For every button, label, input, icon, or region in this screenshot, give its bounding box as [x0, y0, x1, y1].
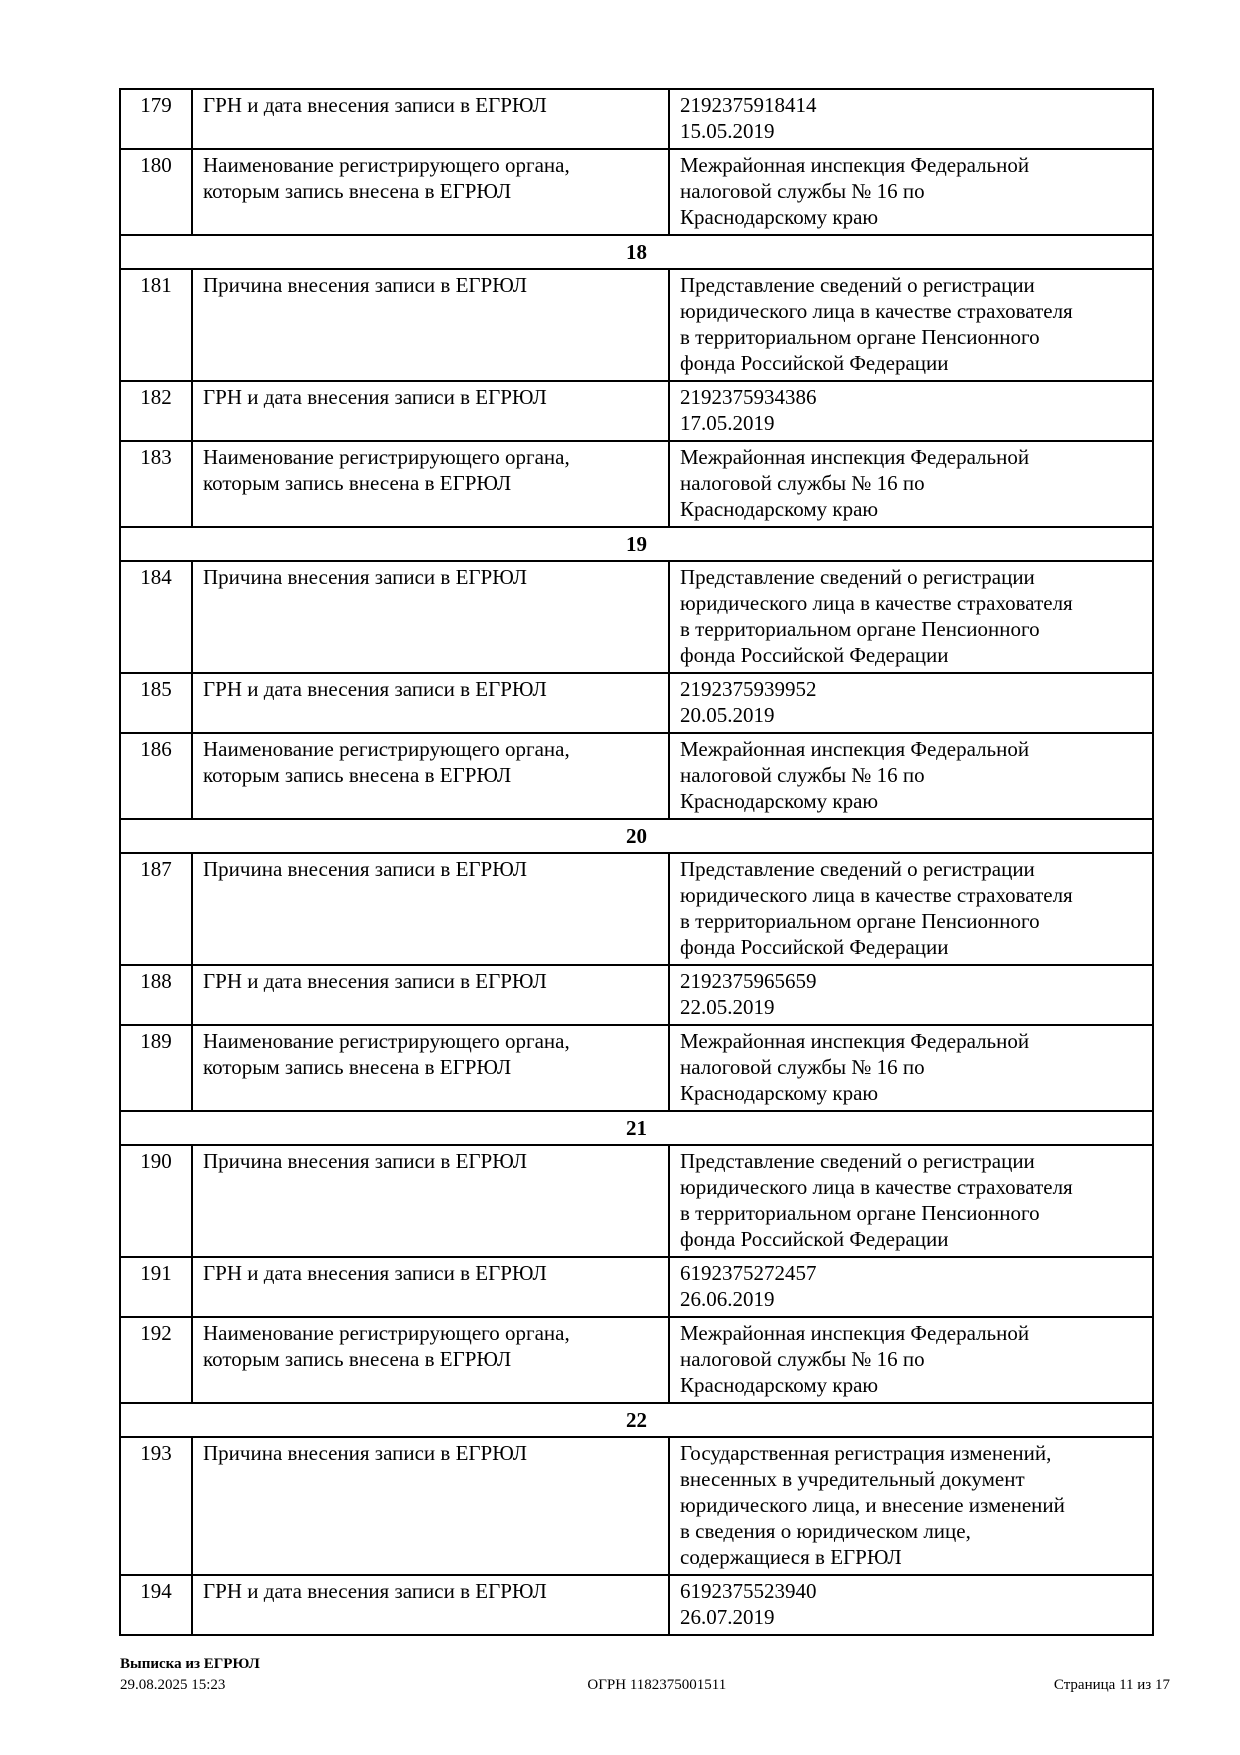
record-label — [192, 381, 669, 441]
record-label — [192, 441, 669, 527]
text-line: в сведения о юридическом лице, — [680, 1519, 971, 1543]
text-line: Представление сведений о регистрации — [680, 273, 1035, 297]
record-value — [669, 965, 1153, 1025]
record-value — [669, 1575, 1153, 1635]
text-line: ГРН и дата внесения записи в ЕГРЮЛ — [203, 385, 547, 409]
record-label — [192, 1145, 669, 1257]
text-line: Представление сведений о регистрации — [680, 565, 1035, 589]
text-line: 6192375272457 — [680, 1261, 817, 1285]
text-line: которым запись внесена в ЕГРЮЛ — [203, 763, 512, 787]
text-line: в территориальном органе Пенсионного — [680, 909, 1040, 933]
record-row — [120, 381, 1153, 441]
text-line: содержащиеся в ЕГРЮЛ — [680, 1545, 902, 1569]
text-line: Представление сведений о регистрации — [680, 857, 1035, 881]
text-line: Краснодарскому краю — [680, 205, 879, 229]
record-number — [120, 381, 192, 441]
record-number — [120, 965, 192, 1025]
text-line: 6192375523940 — [680, 1579, 817, 1603]
text-line: Причина внесения записи в ЕГРЮЛ — [203, 273, 528, 297]
text-line: 184 — [140, 565, 172, 589]
record-number — [120, 149, 192, 235]
text-line: 2192375918414 — [680, 93, 817, 117]
record-number — [120, 1145, 192, 1257]
text-line: налоговой службы № 16 по — [680, 179, 925, 203]
section-header-row — [120, 819, 1153, 853]
text-line: юридического лица в качестве страхователя — [680, 299, 1073, 323]
record-value — [669, 561, 1153, 673]
text-line: 179 — [140, 93, 172, 117]
record-label — [192, 733, 669, 819]
section-header-row — [120, 1111, 1153, 1145]
record-value — [669, 1257, 1153, 1317]
text-line: Причина внесения записи в ЕГРЮЛ — [203, 1149, 528, 1173]
record-label — [192, 1437, 669, 1575]
text-line: Представление сведений о регистрации — [680, 1149, 1035, 1173]
record-value — [669, 853, 1153, 965]
record-label — [192, 673, 669, 733]
text-line: Межрайонная инспекция Федеральной — [680, 445, 1030, 469]
footer-left-block — [120, 1654, 260, 1696]
text-line: налоговой службы № 16 по — [680, 1055, 925, 1079]
text-line: 190 — [140, 1149, 172, 1173]
section-number: 22 — [120, 1403, 1153, 1437]
text-line: фонда Российской Федерации — [680, 1227, 949, 1251]
record-label — [192, 1317, 669, 1403]
record-number — [120, 1575, 192, 1635]
text-line: юридического лица в качестве страхователя — [680, 1175, 1073, 1199]
record-row — [120, 1145, 1153, 1257]
text-line: налоговой службы № 16 по — [680, 471, 925, 495]
record-row — [120, 441, 1153, 527]
text-line: которым запись внесена в ЕГРЮЛ — [203, 179, 512, 203]
record-number — [120, 269, 192, 381]
text-line: 15.05.2019 — [680, 119, 775, 143]
record-number — [120, 1025, 192, 1111]
text-line: юридического лица в качестве страхователя — [680, 591, 1073, 615]
text-line: Межрайонная инспекция Федеральной — [680, 153, 1030, 177]
text-line: налоговой службы № 16 по — [680, 1347, 925, 1371]
text-line: Краснодарскому краю — [680, 1081, 879, 1105]
footer-page-number: Страница 11 из 17 — [1053, 1677, 1170, 1693]
section-number: 20 — [120, 819, 1153, 853]
text-line: которым запись внесена в ЕГРЮЛ — [203, 471, 512, 495]
text-line: 181 — [140, 273, 172, 297]
page-footer — [120, 1654, 1170, 1696]
section-number: 21 — [120, 1111, 1153, 1145]
text-line: Причина внесения записи в ЕГРЮЛ — [203, 565, 528, 589]
record-label — [192, 853, 669, 965]
record-row — [120, 853, 1153, 965]
text-line: которым запись внесена в ЕГРЮЛ — [203, 1347, 512, 1371]
record-label — [192, 269, 669, 381]
section-header-row — [120, 1403, 1153, 1437]
record-number — [120, 853, 192, 965]
record-value — [669, 1025, 1153, 1111]
text-line: 180 — [140, 153, 172, 177]
egrul-records-table — [119, 88, 1154, 1636]
record-label — [192, 1025, 669, 1111]
record-number — [120, 673, 192, 733]
record-row — [120, 965, 1153, 1025]
record-row — [120, 149, 1153, 235]
record-value — [669, 269, 1153, 381]
text-line: фонда Российской Федерации — [680, 643, 949, 667]
record-value — [669, 1437, 1153, 1575]
section-number: 19 — [120, 527, 1153, 561]
text-line: ГРН и дата внесения записи в ЕГРЮЛ — [203, 1579, 547, 1603]
record-label — [192, 965, 669, 1025]
record-value — [669, 89, 1153, 149]
record-row — [120, 1437, 1153, 1575]
record-row — [120, 1025, 1153, 1111]
record-number — [120, 733, 192, 819]
text-line: юридического лица в качестве страхователя — [680, 883, 1073, 907]
text-line: внесенных в учредительный документ — [680, 1467, 1025, 1491]
text-line: Причина внесения записи в ЕГРЮЛ — [203, 857, 528, 881]
record-value — [669, 1145, 1153, 1257]
record-label — [192, 89, 669, 149]
text-line: 186 — [140, 737, 172, 761]
text-line: 192 — [140, 1321, 172, 1345]
text-line: 20.05.2019 — [680, 703, 775, 727]
record-value — [669, 1317, 1153, 1403]
footer-doc-title: Выписка из ЕГРЮЛ — [120, 1656, 260, 1672]
text-line: Наименование регистрирующего органа, — [203, 153, 570, 177]
text-line: 22.05.2019 — [680, 995, 775, 1019]
text-line: которым запись внесена в ЕГРЮЛ — [203, 1055, 512, 1079]
text-line: 193 — [140, 1441, 172, 1465]
record-number — [120, 441, 192, 527]
text-line: Государственная регистрация изменений, — [680, 1441, 1052, 1465]
section-header-row — [120, 235, 1153, 269]
text-line: Наименование регистрирующего органа, — [203, 1029, 570, 1053]
record-value — [669, 149, 1153, 235]
text-line: 2192375934386 — [680, 385, 817, 409]
record-number — [120, 1317, 192, 1403]
text-line: Межрайонная инспекция Федеральной — [680, 1029, 1030, 1053]
record-row — [120, 89, 1153, 149]
text-line: Причина внесения записи в ЕГРЮЛ — [203, 1441, 528, 1465]
egrul-table-body — [120, 89, 1153, 1635]
text-line: 2192375939952 — [680, 677, 817, 701]
text-line: Межрайонная инспекция Федеральной — [680, 737, 1030, 761]
text-line: 191 — [140, 1261, 172, 1285]
text-line: 194 — [140, 1579, 172, 1603]
record-row — [120, 673, 1153, 733]
text-line: 17.05.2019 — [680, 411, 775, 435]
text-line: 188 — [140, 969, 172, 993]
section-number: 18 — [120, 235, 1153, 269]
text-line: 2192375965659 — [680, 969, 817, 993]
text-line: 189 — [140, 1029, 172, 1053]
record-value — [669, 673, 1153, 733]
text-line: фонда Российской Федерации — [680, 351, 949, 375]
text-line: в территориальном органе Пенсионного — [680, 617, 1040, 641]
text-line: 187 — [140, 857, 172, 881]
record-row — [120, 733, 1153, 819]
text-line: Межрайонная инспекция Федеральной — [680, 1321, 1030, 1345]
text-line: Наименование регистрирующего органа, — [203, 737, 570, 761]
record-label — [192, 561, 669, 673]
text-line: налоговой службы № 16 по — [680, 763, 925, 787]
record-value — [669, 441, 1153, 527]
text-line: 183 — [140, 445, 172, 469]
record-number — [120, 1257, 192, 1317]
record-number — [120, 1437, 192, 1575]
text-line: в территориальном органе Пенсионного — [680, 325, 1040, 349]
section-header-row — [120, 527, 1153, 561]
record-number — [120, 561, 192, 673]
text-line: 185 — [140, 677, 172, 701]
text-line: ГРН и дата внесения записи в ЕГРЮЛ — [203, 677, 547, 701]
record-label — [192, 149, 669, 235]
record-label — [192, 1257, 669, 1317]
record-row — [120, 1257, 1153, 1317]
text-line: юридического лица, и внесение изменений — [680, 1493, 1065, 1517]
record-number — [120, 89, 192, 149]
record-row — [120, 269, 1153, 381]
text-line: 26.07.2019 — [680, 1605, 775, 1629]
text-line: фонда Российской Федерации — [680, 935, 949, 959]
text-line: ГРН и дата внесения записи в ЕГРЮЛ — [203, 93, 547, 117]
footer-generated-datetime: 29.08.2025 15:23 — [120, 1677, 226, 1693]
text-line: Краснодарскому краю — [680, 789, 879, 813]
footer-ogrn: ОГРН 1182375001511 — [587, 1677, 727, 1693]
text-line: Наименование регистрирующего органа, — [203, 1321, 570, 1345]
text-line: ГРН и дата внесения записи в ЕГРЮЛ — [203, 969, 547, 993]
text-line: 182 — [140, 385, 172, 409]
text-line: Краснодарскому краю — [680, 1373, 879, 1397]
record-value — [669, 733, 1153, 819]
record-value — [669, 381, 1153, 441]
text-line: в территориальном органе Пенсионного — [680, 1201, 1040, 1225]
text-line: 26.06.2019 — [680, 1287, 775, 1311]
text-line: Краснодарскому краю — [680, 497, 879, 521]
text-line: Наименование регистрирующего органа, — [203, 445, 570, 469]
record-label — [192, 1575, 669, 1635]
record-row — [120, 561, 1153, 673]
record-row — [120, 1317, 1153, 1403]
record-row — [120, 1575, 1153, 1635]
text-line: ГРН и дата внесения записи в ЕГРЮЛ — [203, 1261, 547, 1285]
